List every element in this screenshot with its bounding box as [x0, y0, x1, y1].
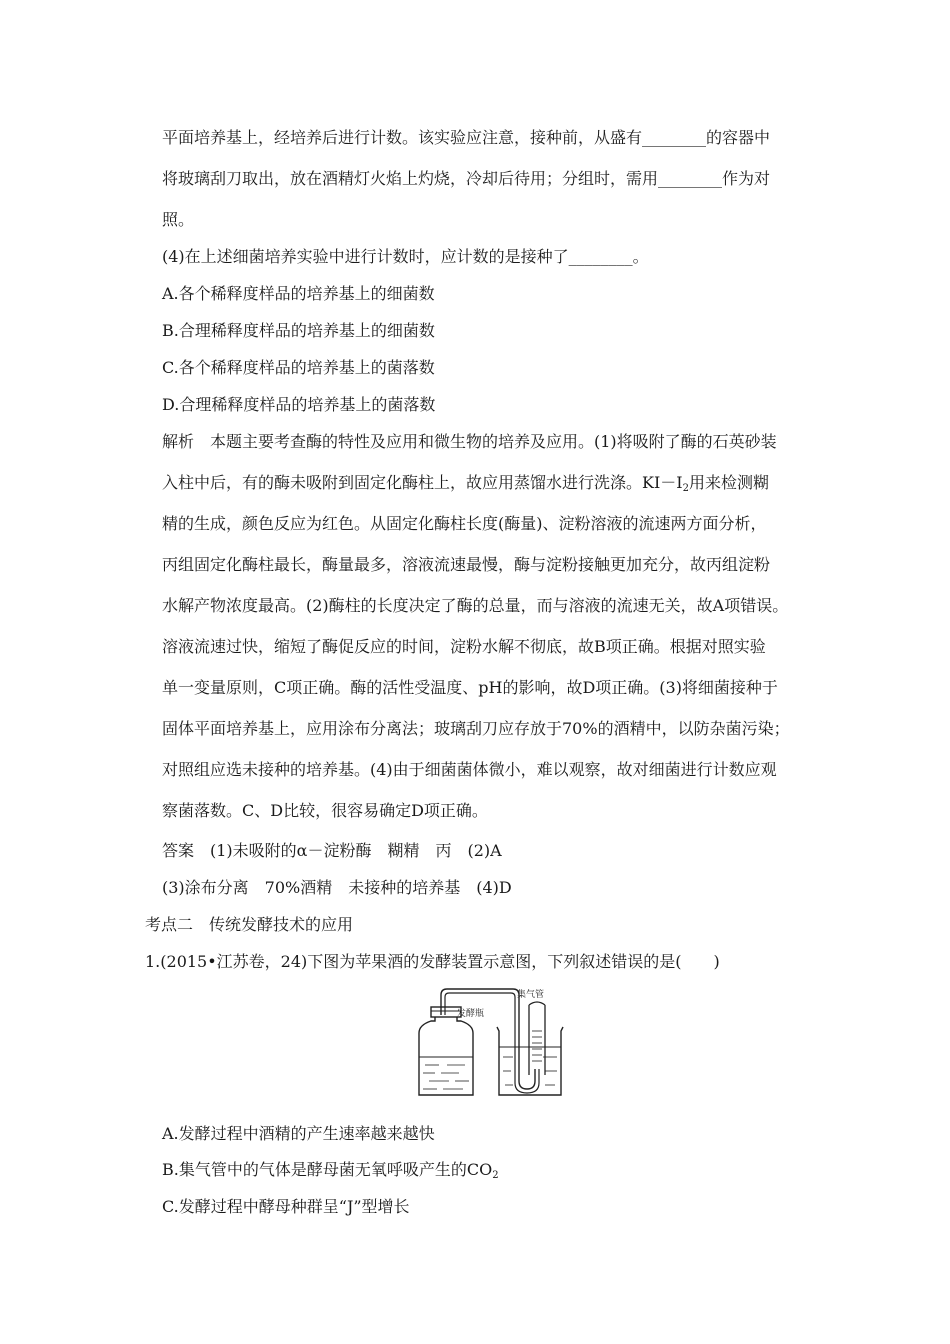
analysis-line: 水解产物浓度最高。(2)酶柱的长度决定了酶的总量，而与溶液的流速无关，故A项错误。	[162, 596, 789, 615]
analysis-line: 固体平面培养基上，应用涂布分离法；玻璃刮刀应存放于70%的酒精中，以防杂菌污染；	[162, 719, 790, 738]
label-gas-tube: 集气管	[517, 990, 545, 1000]
option-d: D.合理稀释度样品的培养基上的菌落数	[162, 395, 436, 414]
option-b: B.集气管中的气体是酵母菌无氧呼吸产生的$CO_2$	[162, 1160, 499, 1181]
option-c: C.发酵过程中酵母种群呈“J”型增长	[162, 1197, 410, 1216]
text-line: 将玻璃刮刀取出，放在酒精灯火焰上灼烧，冷却后待用；分组时，需用________作为对	[162, 169, 771, 188]
analysis-line: 溶液流速过快，缩短了酶促反应的时间，淀粉水解不彻底，故B项正确。根据对照实验	[162, 637, 766, 656]
analysis-line: 单一变量原则，C项正确。酶的活性受温度、pH的影响，故D项正确。(3)将细菌接种于	[162, 678, 778, 697]
section-heading: 考点二 传统发酵技术的应用	[145, 915, 354, 934]
answer-line: (3)涂布分离 70%酒精 未接种的培养基 (4)D	[162, 878, 512, 897]
label-fermentation-bottle: 发酵瓶	[457, 1009, 485, 1019]
subscript: 2	[682, 483, 689, 494]
option-a: A.发酵过程中酒精的产生速率越来越快	[162, 1124, 435, 1143]
option-a: A.各个稀释度样品的培养基上的细菌数	[162, 284, 435, 303]
text-line: 平面培养基上，经培养后进行计数。该实验应注意，接种前，从盛有________的容器中	[162, 128, 771, 147]
answer-line: 答案 (1)未吸附的α－淀粉酶 糊精 丙 (2)A	[162, 841, 502, 860]
text-line: 照。	[162, 210, 195, 229]
analysis-line: 解析 本题主要考查酶的特性及应用和微生物的培养及应用。(1)将吸附了酶的石英砂装	[162, 432, 777, 451]
question-4: (4)在上述细菌培养实验中进行计数时，应计数的是接种了________。	[162, 247, 649, 266]
analysis-line: 对照组应选未接种的培养基。(4)由于细菌菌体微小，难以观察，故对细菌进行计数应观	[162, 760, 777, 779]
fermentation-apparatus-diagram	[405, 985, 565, 1097]
subscript: 2	[492, 1170, 499, 1181]
analysis-line: 察菌落数。C、D比较，很容易确定D项正确。	[162, 801, 488, 820]
option-b: B.合理稀释度样品的培养基上的细菌数	[162, 321, 435, 340]
question-1: 1.(2015•江苏卷，24)下图为苹果酒的发酵装置示意图，下列叙述错误的是( )	[145, 952, 720, 971]
option-c: C.各个稀释度样品的培养基上的菌落数	[162, 358, 435, 377]
analysis-line: 入柱中后，有的酶未吸附到固定化酶柱上，故应用蒸馏水进行洗涤。$KI-I_2$用来检测糊	[162, 473, 769, 494]
analysis-line: 精的生成，颜色反应为红色。从固定化酶柱长度(酶量)、淀粉溶液的流速两方面分析，	[162, 514, 767, 533]
fermentation-apparatus-figure	[405, 985, 565, 1097]
analysis-line: 丙组固定化酶柱最长，酶量最多，溶液流速最慢，酶与淀粉接触更加充分，故丙组淀粉	[162, 555, 771, 574]
